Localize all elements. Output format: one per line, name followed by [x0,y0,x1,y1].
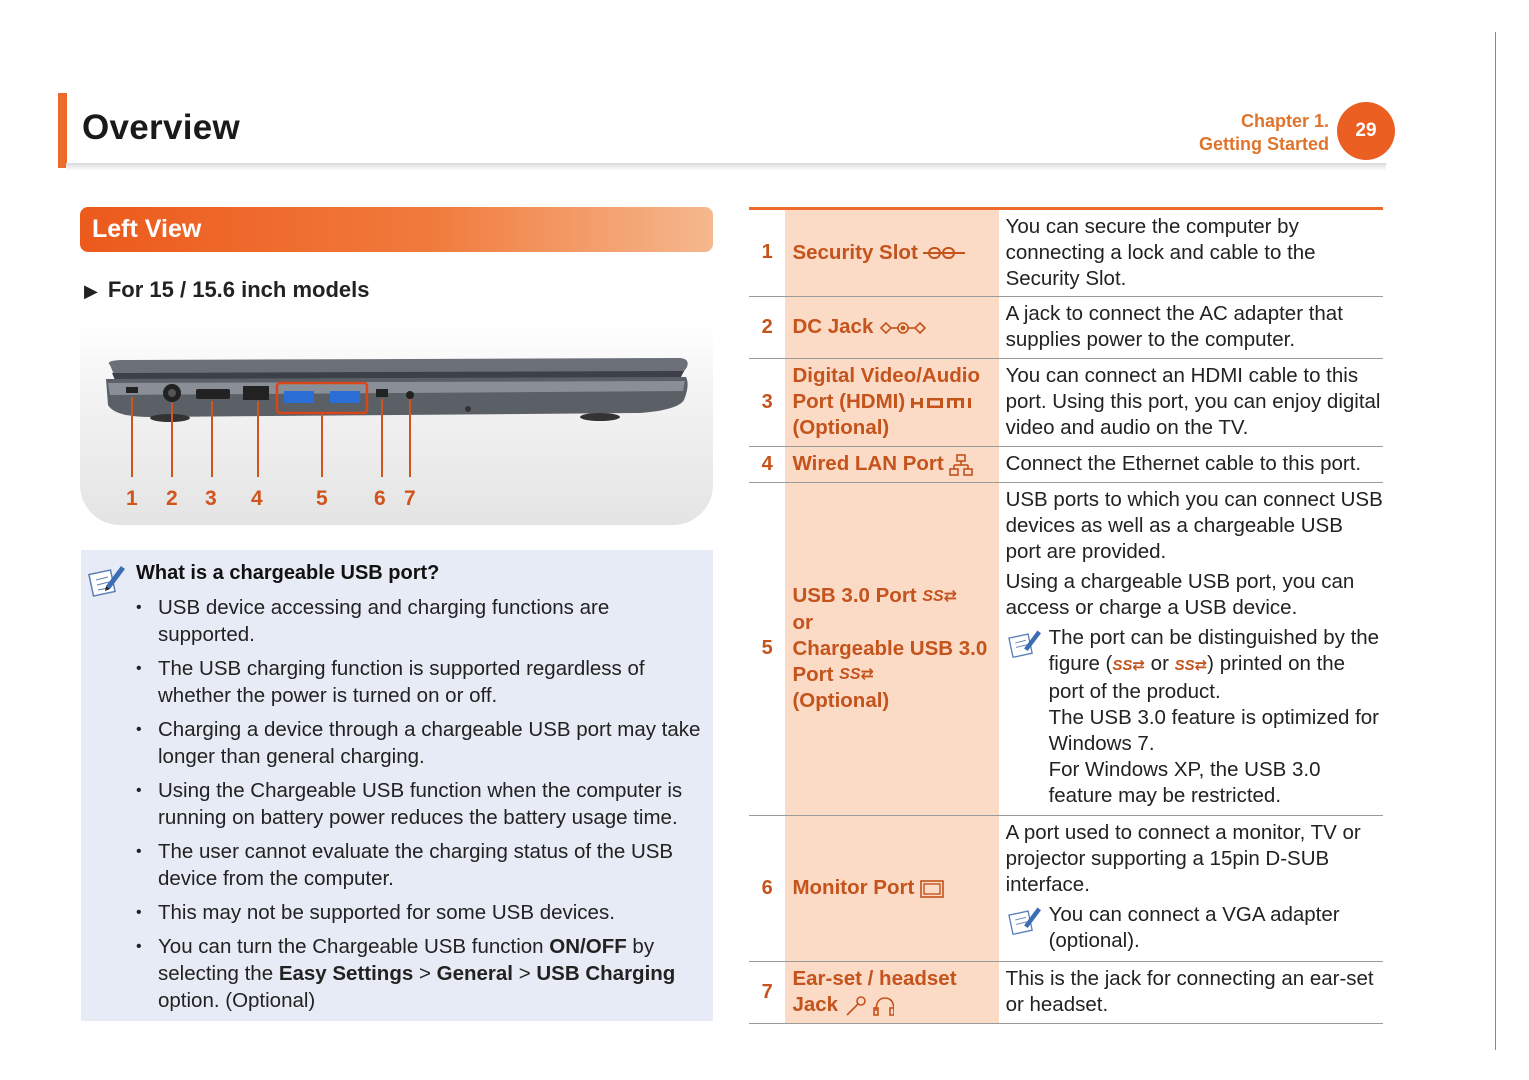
note-pencil-icon [1008,627,1042,659]
port-table [749,210,1383,1024]
page-number: 29 [1337,102,1395,160]
row-number: 6 [761,876,773,899]
port-name [785,446,998,482]
usb-subnote [1006,625,1383,809]
page-title: Overview [82,108,241,147]
port-description: You can secure the computer by connecting a lock and cable to the Security Slot. [1005,214,1316,290]
usb-subnote-text: For Windows XP, the USB 3.0 feature may be restricted. [1048,757,1321,807]
headset-icon [844,995,894,1017]
port-name-optional: (Optional) [792,689,890,713]
bullet-bold-general: General [436,962,513,985]
chapter-title: Getting Started [1198,134,1329,154]
row-number: 4 [761,452,773,475]
port-name-or: or [792,610,813,634]
port-description [999,482,1383,815]
table-row [749,482,1383,815]
port-name-text: Wired LAN Port [792,452,944,475]
subnote-text: The port can be distinguished by the figure ( [1048,625,1380,675]
table-row [749,358,1383,446]
bullet-bold-usb-charging: USB Charging [536,962,676,985]
port-name [785,482,998,815]
usb3-icon: SS⇄ [1112,656,1145,674]
port-name-text: USB 3.0 Port [792,583,917,607]
row-number: 5 [761,637,773,659]
section-banner [80,207,713,252]
usb-subnote-text [1049,625,1383,705]
table-row [749,296,1383,358]
chapter-label [1199,110,1329,156]
port-name-text: DC Jack [792,315,874,338]
section-banner-label: Left View [92,215,202,243]
note-pencil-icon [88,562,126,598]
note-bullet: • This may not be supported for some USB devices. [136,899,706,926]
port-name-text: Security Slot [792,240,918,264]
port-description: You can connect an HDMI cable to this port. Using this port, you can enjoy digital video and audio on the TV. [1005,364,1381,439]
port-description [999,815,1383,961]
table-row [749,815,1383,961]
usb-subnote-text: The USB 3.0 feature is optimized for Windows 7. [1048,705,1380,755]
port-name-text: Digital Video/Audio Port (HDMI) [792,364,980,413]
lan-icon [949,454,973,476]
note-bullet-list [136,594,706,1021]
callout-2: 2 [166,487,178,510]
table-row [749,446,1383,482]
table-row [749,961,1383,1023]
chapter-number: Chapter 1. [1240,111,1329,131]
note-pencil-icon [1008,904,1042,936]
port-name-text: Chargeable USB 3.0 Port [792,636,988,686]
header-accent-bar [58,93,67,168]
subnote-text: or [1144,651,1175,675]
monitor-subnote [1006,902,1383,954]
bullet-text: by selecting the [158,935,655,985]
chargeable-usb3-icon: SS⇄ [1174,656,1208,674]
callout-6: 6 [374,487,386,510]
desc-paragraph: USB ports to which you can connect USB devices as well as a chargeable USB port are provided. [1005,487,1383,563]
chargeable-usb3-icon: SS⇄ [839,666,874,684]
row-number: 2 [761,315,773,338]
bullet-text: option. (Optional) [158,989,316,1012]
desc-paragraph: A port used to connect a monitor, TV or projector supporting a 15pin D-SUB interface. [1005,821,1361,896]
model-subheading-text: For 15 / 15.6 inch models [107,277,370,302]
bullet-text: You can turn the Chargeable USB function [158,935,550,958]
desc-paragraph: Using a chargeable USB port, you can access or charge a USB device. [1005,569,1355,619]
port-name [785,961,998,1023]
usb3-icon: SS⇄ [922,587,958,605]
page-edge-rule [1495,32,1496,1050]
port-description: A jack to connect the AC adapter that supplies power to the computer. [1005,302,1343,351]
callout-4: 4 [251,487,263,510]
security-slot-icon [923,246,965,260]
bullet-bold-easy-settings: Easy Settings [278,962,414,985]
note-bullet: • The user cannot evaluate the charging status of the USB device from the computer. [136,838,706,892]
note-bullet: • USB device accessing and charging functions are supported. [136,594,706,648]
note-bullet-settings [136,933,706,1014]
note-title: What is a chargeable USB port? [136,562,440,584]
triangle-bullet-icon: ▶ [84,281,98,301]
dc-jack-icon [879,321,927,335]
port-name-text: Monitor Port [792,876,915,899]
callout-5: 5 [316,487,328,510]
note-bullet: • The USB charging function is supported regardless of whether the power is turned on or off. [136,655,706,709]
subnote-text: ) printed on the port of the product. [1048,651,1346,703]
port-description: This is the jack for connecting an ear-set or headset. [1005,967,1374,1016]
port-name [785,296,998,358]
note-bullet: • Charging a device through a chargeable USB port may take longer than general charging. [136,716,706,770]
note-bullet: • Using the Chargeable USB function when the computer is running on battery power reduces the battery usage time. [136,777,706,831]
callout-7: 7 [404,487,416,510]
row-number: 7 [761,980,773,1003]
row-number: 1 [761,241,773,264]
callout-1: 1 [126,487,138,510]
port-name-optional: (Optional) [792,416,890,439]
hdmi-icon [911,396,975,410]
bullet-separator: > [413,962,437,985]
port-name [785,815,998,961]
port-description: Connect the Ethernet cable to this port. [1005,452,1362,475]
header-divider [66,163,1386,171]
row-number: 3 [761,390,773,413]
port-name-text: Ear-set / headset [792,967,957,990]
bullet-separator: > [513,962,537,985]
bullet-bold-on-off: ON/OFF [549,935,627,958]
callout-3: 3 [205,487,217,510]
model-subheading [84,277,370,303]
monitor-subnote-text: You can connect a VGA adapter (optional). [1048,903,1340,952]
table-row [749,210,1383,296]
port-name [785,210,998,296]
monitor-port-icon [920,880,944,898]
port-name [785,358,998,446]
port-name-text: Jack [792,993,839,1016]
